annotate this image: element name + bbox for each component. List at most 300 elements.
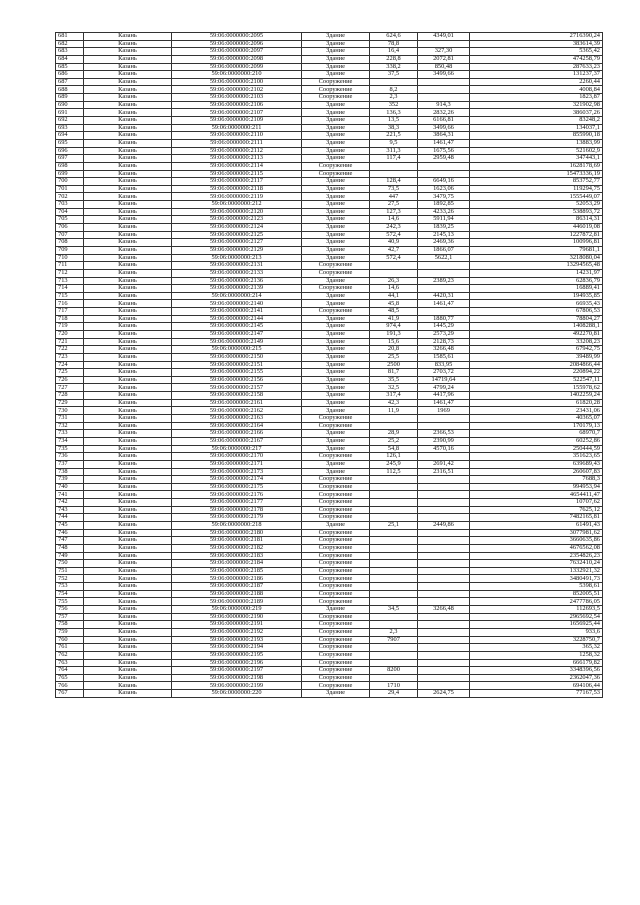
cadastral-number-cell: 59:06:0000000:2123 (172, 216, 302, 224)
area-cell (370, 575, 418, 583)
cadastral-number-cell: 59:06:0000000:2179 (172, 514, 302, 522)
cadastral-number-cell: 59:06:0000000:2103 (172, 94, 302, 102)
cadastral-value-cell: 1408288,1 (470, 323, 603, 331)
table-row (56, 338, 603, 346)
table-row (56, 132, 603, 140)
city-cell: Казань (84, 430, 172, 438)
city-cell: Казань (84, 33, 172, 41)
city-cell: Казань (84, 506, 172, 514)
table-row (56, 353, 603, 361)
unit-price-cell: 2832,26 (418, 109, 470, 117)
unit-price-cell: 5911,94 (418, 216, 470, 224)
cadastral-number-cell: 59:06:0000000:2141 (172, 308, 302, 316)
cadastral-number-cell: 59:06:0000000:219 (172, 606, 302, 614)
table-row (56, 392, 603, 400)
area-cell: 25,1 (370, 522, 418, 530)
table-row (56, 269, 603, 277)
cadastral-value-cell: 321902,98 (470, 101, 603, 109)
unit-price-cell (418, 285, 470, 293)
row-number: 756 (56, 606, 84, 614)
cadastral-value-cell: 100996,81 (470, 239, 603, 247)
table-row (56, 483, 603, 491)
cadastral-number-cell: 59:06:0000000:2109 (172, 117, 302, 125)
city-cell: Казань (84, 552, 172, 560)
area-cell: 2,3 (370, 94, 418, 102)
area-cell (370, 560, 418, 568)
cadastral-value-cell: 78804,27 (470, 315, 603, 323)
unit-price-cell: 3479,75 (418, 193, 470, 201)
unit-price-cell: 2389,23 (418, 277, 470, 285)
city-cell: Казань (84, 323, 172, 331)
unit-price-cell (418, 40, 470, 48)
object-type-cell: Сооружение (302, 529, 370, 537)
cadastral-number-cell: 59:06:0000000:2164 (172, 422, 302, 430)
unit-price-cell: 4799,24 (418, 384, 470, 392)
unit-price-cell: 2573,29 (418, 330, 470, 338)
row-number: 693 (56, 124, 84, 132)
area-cell (370, 567, 418, 575)
cadastral-number-cell: 59:06:0000000:2113 (172, 155, 302, 163)
table-row (56, 628, 603, 636)
cadastral-number-cell: 59:06:0000000:2187 (172, 583, 302, 591)
object-type-cell: Здание (302, 147, 370, 155)
table-row (56, 86, 603, 94)
city-cell: Казань (84, 575, 172, 583)
city-cell: Казань (84, 246, 172, 254)
city-cell: Казань (84, 376, 172, 384)
cadastral-number-cell: 59:06:0000000:2099 (172, 63, 302, 71)
unit-price-cell: 2703,72 (418, 369, 470, 377)
cadastral-value-cell: 852005,51 (470, 590, 603, 598)
city-cell: Казань (84, 353, 172, 361)
row-number: 715 (56, 292, 84, 300)
object-type-cell: Здание (302, 48, 370, 56)
unit-price-cell: 3864,31 (418, 132, 470, 140)
area-cell: 78,8 (370, 40, 418, 48)
row-number: 687 (56, 78, 84, 86)
row-number: 744 (56, 514, 84, 522)
cadastral-value-cell: 2354826,23 (470, 552, 603, 560)
cadastral-number-cell: 59:06:0000000:218 (172, 522, 302, 530)
unit-price-cell: 3266,48 (418, 346, 470, 354)
cadastral-value-cell: 639689,43 (470, 460, 603, 468)
cadastral-number-cell: 59:06:0000000:217 (172, 445, 302, 453)
unit-price-cell: 14719,64 (418, 376, 470, 384)
area-cell: 228,8 (370, 55, 418, 63)
object-type-cell: Сооружение (302, 644, 370, 652)
object-type-cell: Здание (302, 246, 370, 254)
table-row (56, 575, 603, 583)
area-cell (370, 499, 418, 507)
table-row (56, 63, 603, 71)
cadastral-number-cell: 59:06:0000000:2171 (172, 460, 302, 468)
row-number: 741 (56, 491, 84, 499)
object-type-cell: Сооружение (302, 94, 370, 102)
unit-price-cell (418, 506, 470, 514)
object-type-cell: Здание (302, 155, 370, 163)
cadastral-number-cell: 59:06:0000000:215 (172, 346, 302, 354)
row-number: 695 (56, 139, 84, 147)
row-number: 749 (56, 552, 84, 560)
cadastral-number-cell: 59:06:0000000:2124 (172, 224, 302, 232)
city-cell: Казань (84, 162, 172, 170)
city-cell: Казань (84, 277, 172, 285)
area-cell: 317,4 (370, 392, 418, 400)
row-number: 714 (56, 285, 84, 293)
area-cell: 245,9 (370, 460, 418, 468)
city-cell: Казань (84, 407, 172, 415)
cadastral-number-cell: 59:06:0000000:2115 (172, 170, 302, 178)
cadastral-value-cell: 522547,11 (470, 376, 603, 384)
cadastral-value-cell: 155978,62 (470, 384, 603, 392)
cadastral-value-cell: 446019,08 (470, 224, 603, 232)
row-number: 758 (56, 621, 84, 629)
cadastral-number-cell: 59:06:0000000:2097 (172, 48, 302, 56)
area-cell (370, 422, 418, 430)
object-type-cell: Сооружение (302, 659, 370, 667)
area-cell: 20,8 (370, 346, 418, 354)
object-type-cell: Сооружение (302, 499, 370, 507)
object-type-cell: Сооружение (302, 544, 370, 552)
table-row (56, 33, 603, 41)
cadastral-value-cell: 61491,43 (470, 522, 603, 530)
city-cell: Казань (84, 124, 172, 132)
cadastral-number-cell: 59:06:0000000:2156 (172, 376, 302, 384)
object-type-cell: Здание (302, 353, 370, 361)
unit-price-cell (418, 613, 470, 621)
cadastral-number-cell: 59:06:0000000:2197 (172, 667, 302, 675)
area-cell: 54,8 (370, 445, 418, 453)
object-type-cell: Здание (302, 71, 370, 79)
city-cell: Казань (84, 178, 172, 186)
cadastral-number-cell: 59:06:0000000:2098 (172, 55, 302, 63)
area-cell: 41,9 (370, 315, 418, 323)
cadastral-value-cell: 119294,75 (470, 185, 603, 193)
cadastral-number-cell: 59:06:0000000:2185 (172, 567, 302, 575)
row-number: 725 (56, 369, 84, 377)
object-type-cell: Здание (302, 239, 370, 247)
table-row (56, 246, 603, 254)
cadastral-number-cell: 59:06:0000000:2191 (172, 621, 302, 629)
area-cell: 352 (370, 101, 418, 109)
row-number: 748 (56, 544, 84, 552)
cadastral-value-cell: 40365,07 (470, 415, 603, 423)
cadastral-value-cell: 5365,42 (470, 48, 603, 56)
area-cell: 2,3 (370, 628, 418, 636)
object-type-cell: Здание (302, 330, 370, 338)
object-type-cell: Здание (302, 208, 370, 216)
city-cell: Казань (84, 460, 172, 468)
object-type-cell: Сооружение (302, 560, 370, 568)
table-row (56, 170, 603, 178)
cadastral-number-cell: 59:06:0000000:2144 (172, 315, 302, 323)
row-number: 723 (56, 353, 84, 361)
cadastral-number-cell: 59:06:0000000:2167 (172, 437, 302, 445)
city-cell: Казань (84, 201, 172, 209)
area-cell: 38,3 (370, 124, 418, 132)
row-number: 696 (56, 147, 84, 155)
object-type-cell: Здание (302, 292, 370, 300)
cadastral-value-cell: 67942,75 (470, 346, 603, 354)
city-cell: Казань (84, 445, 172, 453)
cadastral-value-cell: 61820,28 (470, 399, 603, 407)
row-number: 767 (56, 690, 84, 698)
object-type-cell: Сооружение (302, 682, 370, 690)
object-type-cell: Сооружение (302, 674, 370, 682)
city-cell: Казань (84, 300, 172, 308)
object-type-cell: Здание (302, 224, 370, 232)
object-type-cell: Здание (302, 55, 370, 63)
city-cell: Казань (84, 598, 172, 606)
unit-price-cell: 2469,36 (418, 239, 470, 247)
unit-price-cell (418, 590, 470, 598)
object-type-cell: Здание (302, 109, 370, 117)
unit-price-cell: 2145,13 (418, 231, 470, 239)
row-number: 683 (56, 48, 84, 56)
city-cell: Казань (84, 231, 172, 239)
row-number: 760 (56, 636, 84, 644)
cadastral-number-cell: 59:06:0000000:2173 (172, 468, 302, 476)
city-cell: Казань (84, 690, 172, 698)
unit-price-cell (418, 567, 470, 575)
object-type-cell: Сооружение (302, 621, 370, 629)
unit-price-cell: 1461,47 (418, 399, 470, 407)
cadastral-number-cell: 59:06:0000000:2186 (172, 575, 302, 583)
area-cell: 81,7 (370, 369, 418, 377)
cadastral-value-cell: 1628178,69 (470, 162, 603, 170)
cadastral-value-cell: 60252,86 (470, 437, 603, 445)
row-number: 763 (56, 659, 84, 667)
row-number: 755 (56, 598, 84, 606)
object-type-cell: Здание (302, 117, 370, 125)
table-row (56, 162, 603, 170)
cadastral-value-cell: 1823,87 (470, 94, 603, 102)
table-row (56, 124, 603, 132)
area-cell (370, 78, 418, 86)
unit-price-cell (418, 269, 470, 277)
row-number: 739 (56, 476, 84, 484)
cadastral-number-cell: 59:06:0000000:2193 (172, 636, 302, 644)
object-type-cell: Здание (302, 124, 370, 132)
city-cell: Казань (84, 185, 172, 193)
cadastral-value-cell: 14231,97 (470, 269, 603, 277)
cadastral-value-cell: 1332921,32 (470, 567, 603, 575)
object-type-cell: Сооружение (302, 476, 370, 484)
table-row (56, 560, 603, 568)
object-type-cell: Сооружение (302, 262, 370, 270)
table-row (56, 323, 603, 331)
cadastral-value-cell: 2965692,54 (470, 613, 603, 621)
unit-price-cell: 3499,66 (418, 71, 470, 79)
unit-price-cell (418, 651, 470, 659)
cadastral-number-cell: 59:06:0000000:2155 (172, 369, 302, 377)
row-number: 688 (56, 86, 84, 94)
city-cell: Казань (84, 590, 172, 598)
table-row (56, 445, 603, 453)
cadastral-value-cell: 365,32 (470, 644, 603, 652)
unit-price-cell: 1461,47 (418, 300, 470, 308)
table-row (56, 285, 603, 293)
city-cell: Казань (84, 682, 172, 690)
object-type-cell: Здание (302, 315, 370, 323)
city-cell: Казань (84, 560, 172, 568)
object-type-cell: Здание (302, 690, 370, 698)
cadastral-number-cell: 59:06:0000000:210 (172, 71, 302, 79)
row-number: 721 (56, 338, 84, 346)
cadastral-value-cell: 666179,82 (470, 659, 603, 667)
cadastral-number-cell: 59:06:0000000:2192 (172, 628, 302, 636)
cadastral-number-cell: 59:06:0000000:2158 (172, 392, 302, 400)
city-cell: Казань (84, 170, 172, 178)
unit-price-cell (418, 636, 470, 644)
unit-price-cell (418, 262, 470, 270)
unit-price-cell (418, 415, 470, 423)
area-cell: 37,5 (370, 71, 418, 79)
table-row (56, 583, 603, 591)
area-cell: 8200 (370, 667, 418, 675)
table-row (56, 262, 603, 270)
area-cell: 25,5 (370, 353, 418, 361)
unit-price-cell: 1623,06 (418, 185, 470, 193)
unit-price-cell (418, 491, 470, 499)
cadastral-value-cell: 855990,18 (470, 132, 603, 140)
cadastral-number-cell: 59:06:0000000:2149 (172, 338, 302, 346)
object-type-cell: Сооружение (302, 453, 370, 461)
city-cell: Казань (84, 369, 172, 377)
cadastral-value-cell: 3480491,73 (470, 575, 603, 583)
area-cell (370, 537, 418, 545)
area-cell: 117,4 (370, 155, 418, 163)
table-row (56, 407, 603, 415)
cadastral-value-cell: 66935,43 (470, 300, 603, 308)
unit-price-cell: 4570,16 (418, 445, 470, 453)
row-number: 747 (56, 537, 84, 545)
cadastral-number-cell: 59:06:0000000:2175 (172, 483, 302, 491)
cadastral-number-cell: 59:06:0000000:2188 (172, 590, 302, 598)
object-type-cell: Здание (302, 277, 370, 285)
cadastral-value-cell: 4008,84 (470, 86, 603, 94)
row-number: 762 (56, 651, 84, 659)
unit-price-cell (418, 499, 470, 507)
cadastral-number-cell: 59:06:0000000:2189 (172, 598, 302, 606)
area-cell (370, 269, 418, 277)
cadastral-number-cell: 59:06:0000000:213 (172, 254, 302, 262)
area-cell (370, 659, 418, 667)
unit-price-cell (418, 583, 470, 591)
cadastral-value-cell: 347443,1 (470, 155, 603, 163)
object-type-cell: Сооружение (302, 415, 370, 423)
cadastral-value-cell: 23431,06 (470, 407, 603, 415)
city-cell: Казань (84, 71, 172, 79)
area-cell: 242,3 (370, 224, 418, 232)
table-row (56, 178, 603, 186)
area-cell (370, 262, 418, 270)
area-cell: 13,5 (370, 117, 418, 125)
cadastral-value-cell: 1258,32 (470, 651, 603, 659)
row-number: 765 (56, 674, 84, 682)
table-row (56, 277, 603, 285)
unit-price-cell: 1880,77 (418, 315, 470, 323)
object-type-cell: Здание (302, 323, 370, 331)
area-cell: 128,4 (370, 178, 418, 186)
object-type-cell: Здание (302, 361, 370, 369)
area-cell: 126,1 (370, 453, 418, 461)
unit-price-cell: 914,3 (418, 101, 470, 109)
row-number: 684 (56, 55, 84, 63)
unit-price-cell (418, 560, 470, 568)
row-number: 766 (56, 682, 84, 690)
city-cell: Казань (84, 208, 172, 216)
object-type-cell: Сооружение (302, 598, 370, 606)
cadastral-value-cell: 1402259,24 (470, 392, 603, 400)
cadastral-number-cell: 59:06:0000000:2170 (172, 453, 302, 461)
city-cell: Казань (84, 239, 172, 247)
object-type-cell: Сооружение (302, 269, 370, 277)
city-cell: Казань (84, 437, 172, 445)
cadastral-value-cell: 1555449,07 (470, 193, 603, 201)
cadastral-value-cell: 194935,85 (470, 292, 603, 300)
area-cell (370, 514, 418, 522)
area-cell: 48,5 (370, 308, 418, 316)
object-type-cell: Здание (302, 193, 370, 201)
object-type-cell: Здание (302, 216, 370, 224)
city-cell: Казань (84, 392, 172, 400)
city-cell: Казань (84, 415, 172, 423)
city-cell: Казань (84, 86, 172, 94)
cadastral-value-cell: 131237,37 (470, 71, 603, 79)
area-cell (370, 483, 418, 491)
table-row (56, 78, 603, 86)
cadastral-value-cell: 83248,2 (470, 117, 603, 125)
city-cell: Казань (84, 155, 172, 163)
cadastral-value-cell: 1227872,81 (470, 231, 603, 239)
table-row (56, 659, 603, 667)
object-type-cell: Сооружение (302, 170, 370, 178)
object-type-cell: Здание (302, 346, 370, 354)
unit-price-cell: 1866,07 (418, 246, 470, 254)
object-type-cell: Сооружение (302, 575, 370, 583)
cadastral-number-cell: 59:06:0000000:212 (172, 201, 302, 209)
object-type-cell: Сооружение (302, 308, 370, 316)
city-cell: Казань (84, 422, 172, 430)
unit-price-cell (418, 529, 470, 537)
object-type-cell: Здание (302, 63, 370, 71)
table-row (56, 606, 603, 614)
object-type-cell: Здание (302, 33, 370, 41)
object-type-cell: Здание (302, 376, 370, 384)
cadastral-number-cell: 59:06:0000000:2166 (172, 430, 302, 438)
table-row (56, 636, 603, 644)
table-row (56, 590, 603, 598)
city-cell: Казань (84, 147, 172, 155)
object-type-cell: Сооружение (302, 590, 370, 598)
row-number: 717 (56, 308, 84, 316)
object-type-cell: Сооружение (302, 583, 370, 591)
object-type-cell: Сооружение (302, 613, 370, 621)
row-number: 690 (56, 101, 84, 109)
unit-price-cell (418, 575, 470, 583)
city-cell: Казань (84, 315, 172, 323)
table-row (56, 613, 603, 621)
unit-price-cell (418, 308, 470, 316)
area-cell: 447 (370, 193, 418, 201)
row-number: 750 (56, 560, 84, 568)
row-number: 726 (56, 376, 84, 384)
table-row (56, 224, 603, 232)
area-cell: 2500 (370, 361, 418, 369)
area-cell: 40,9 (370, 239, 418, 247)
table-row (56, 682, 603, 690)
